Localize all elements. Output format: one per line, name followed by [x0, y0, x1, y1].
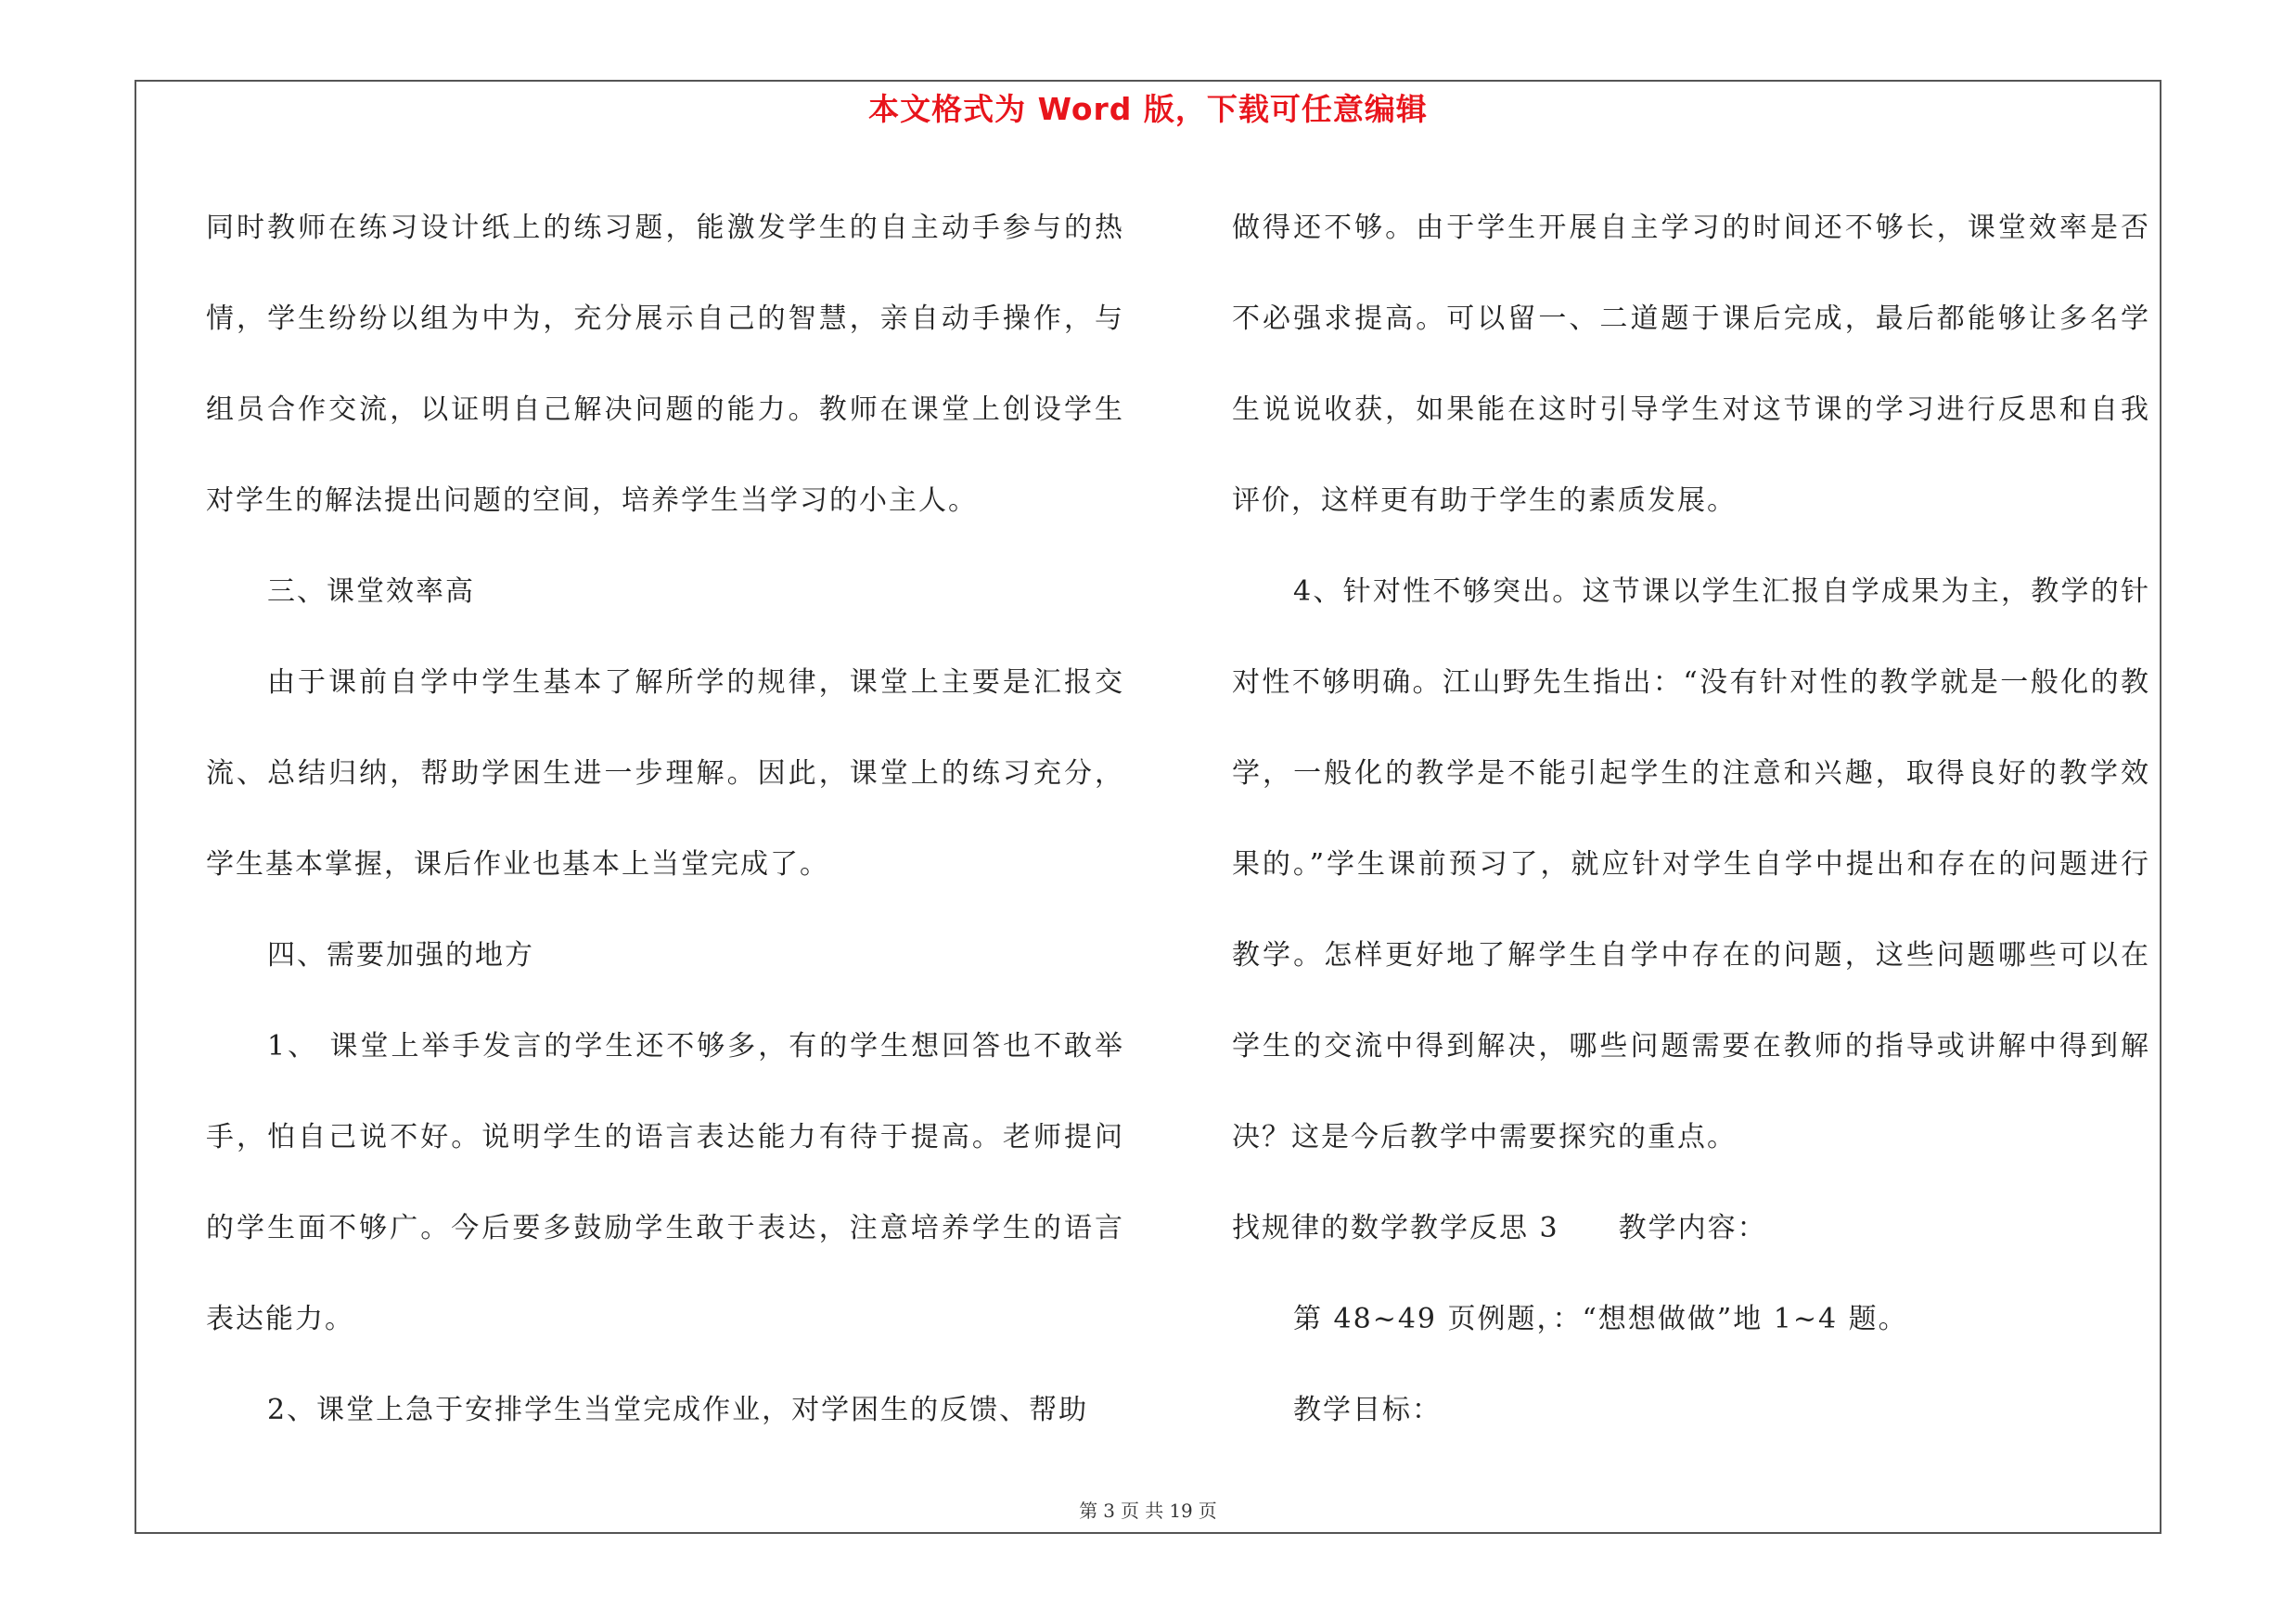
page-suffix: 页 — [1198, 1500, 1217, 1522]
section-heading: 四、需要加强的地方 — [267, 939, 534, 972]
right-column — [1232, 183, 2150, 1456]
left-column — [206, 183, 1124, 1456]
paragraph: 4、针对性不够突出。这节课以学生汇报自学成果为主，教学的针对性不够明确。江山野先生指出：“没有针对性的教学就是一般化的教学，一般化的教学是不能引起学生的注意和兴趣，取得良好的教学效果的。”学生课前预习了，就应针对学生自学中提出和存在的问题进行教学。怎样更好地了解学生自学中存在的问题，这些问题哪些可以在学生的交流中得到解决，哪些问题需要在教师的指导或讲解中得到解决？这是今后教学中需要探究的重点。 — [1232, 575, 2150, 1153]
page-number — [0, 1496, 2296, 1523]
section-heading: 三、课堂效率高 — [267, 575, 475, 608]
paragraph: 做得还不够。由于学生开展自主学习的时间还不够长，课堂效率是否不必强求提高。可以留一、二道题于课后完成，最后都能够让多名学生说说收获，如果能在这时引导学生对这节课的学习进行反思和自我评价，这样更有助于学生的素质发展。 — [1232, 212, 2150, 517]
page-middle: 页 共 — [1120, 1500, 1164, 1522]
paragraph: 同时教师在练习设计纸上的练习题，能激发学生的自主动手参与的热情，学生纷纷以组为中为，充分展示自己的智慧，亲自动手操作，与组员合作交流，以证明自己解决问题的能力。教师在课堂上创设学生对学生的解法提出问题的空间，培养学生当学习的小主人。 — [206, 212, 1124, 517]
page-prefix: 第 — [1079, 1500, 1098, 1522]
current-page: 3 — [1103, 1500, 1115, 1522]
total-pages: 19 — [1169, 1500, 1193, 1522]
paragraph: 1、 课堂上举手发言的学生还不够多，有的学生想回答也不敢举手，怕自己说不好。说明学生的语言表达能力有待于提高。老师提问的学生面不够广。今后要多鼓励学生敢于表达，注意培养学生的语言表达能力。 — [206, 1030, 1124, 1335]
subsection-line: 找规律的数学教学反思 3 教学内容： — [1232, 1212, 1767, 1244]
paragraph: 由于课前自学中学生基本了解所学的规律，课堂上主要是汇报交流、总结归纳，帮助学困生进一步理解。因此，课堂上的练习充分，学生基本掌握，课后作业也基本上当堂完成了。 — [206, 666, 1124, 881]
format-banner: 本文格式为 Word 版，下载可任意编辑 — [868, 91, 1428, 127]
paragraph: 第 48~49 页例题，：“想想做做”地 1~4 题。 — [1293, 1303, 1908, 1335]
paragraph: 教学目标： — [1293, 1394, 1442, 1426]
paragraph: 2、课堂上急于安排学生当堂完成作业，对学困生的反馈、帮助 — [267, 1394, 1089, 1426]
